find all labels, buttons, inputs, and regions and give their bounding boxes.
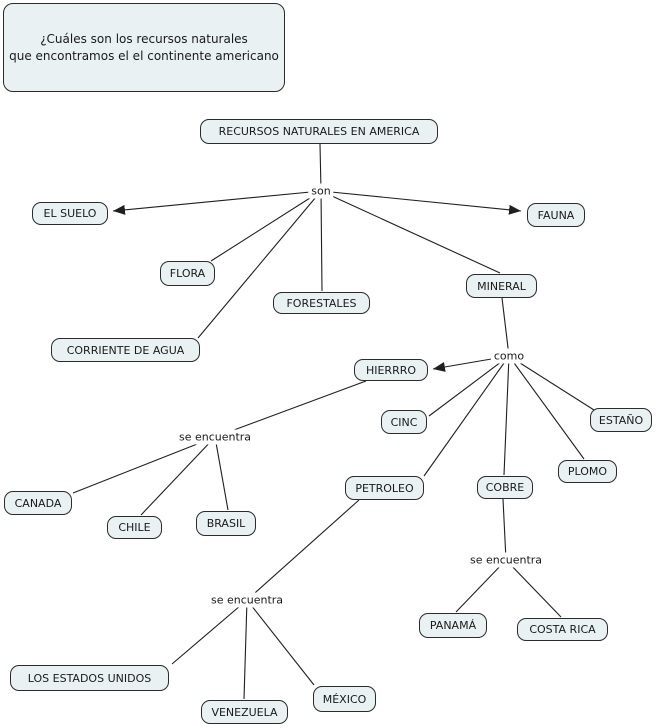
node-costa-rica[interactable]: COSTA RICA: [517, 618, 608, 641]
node-el-suelo[interactable]: EL SUELO: [32, 202, 108, 225]
node-panama[interactable]: PANAMÁ: [419, 613, 487, 638]
question-text-line1: ¿Cuáles son los recursos naturales: [40, 31, 248, 46]
edge-son-flora: [211, 191, 321, 261]
node-estano[interactable]: ESTAÑO: [590, 408, 652, 432]
edge-se3-costa-rica: [506, 560, 561, 617]
node-hierrro[interactable]: HIERRRO: [354, 359, 428, 381]
node-mineral[interactable]: MINERAL: [466, 274, 537, 298]
node-recursos-naturales-en-america[interactable]: RECURSOS NATURALES EN AMERICA: [200, 119, 438, 144]
edge-como-plomo: [509, 356, 584, 459]
node-chile[interactable]: CHILE: [107, 516, 162, 539]
edge-petroleo-se2: [247, 500, 359, 600]
node-brasil[interactable]: BRASIL: [196, 511, 256, 536]
node-canada[interactable]: CANADA: [4, 491, 72, 515]
edge-como-cinc: [429, 356, 509, 416]
node-cobre[interactable]: COBRE: [477, 476, 533, 499]
node-venezuela[interactable]: VENEZUELA: [201, 700, 288, 724]
link-label-son[interactable]: son: [308, 184, 333, 199]
edge-son-mineral: [321, 191, 500, 273]
edge-se2-venezuela: [244, 600, 247, 699]
node-plomo[interactable]: PLOMO: [558, 460, 617, 483]
link-label-se-encuentra-cobre[interactable]: se encuentra: [467, 553, 545, 568]
node-forestales[interactable]: FORESTALES: [273, 292, 370, 314]
edge-mineral-como: [502, 298, 509, 356]
edge-cobre-se3: [503, 499, 506, 560]
edge-como-estano: [509, 356, 594, 410]
edge-se1-canada: [73, 437, 215, 493]
question-text-line2: que encontramos el el continente americano: [9, 48, 279, 63]
node-flora[interactable]: FLORA: [160, 261, 215, 286]
edge-son-el-suelo: [113, 191, 321, 211]
edge-son-forestales: [321, 191, 322, 291]
node-petroleo[interactable]: PETROLEO: [345, 476, 424, 500]
link-label-se-encuentra-hierro[interactable]: se encuentra: [176, 430, 254, 445]
edge-se1-brasil: [215, 437, 228, 510]
edge-se2-estados-unidos: [172, 600, 247, 664]
node-los-estados-unidos[interactable]: LOS ESTADOS UNIDOS: [10, 665, 169, 691]
edge-se3-panama: [456, 560, 506, 612]
edge-como-petroleo: [424, 356, 509, 476]
edge-son-fauna: [321, 191, 521, 211]
edge-son-corriente: [198, 191, 321, 338]
edge-se1-chile: [141, 437, 215, 515]
node-mexico[interactable]: MÉXICO: [313, 686, 376, 712]
node-fauna[interactable]: FAUNA: [527, 203, 585, 227]
link-label-se-encuentra-petroleo[interactable]: se encuentra: [208, 593, 286, 608]
question-box[interactable]: [3, 3, 285, 92]
edge-se2-mexico: [247, 600, 314, 685]
node-corriente-de-agua[interactable]: CORRIENTE DE AGUA: [51, 338, 200, 362]
node-cinc[interactable]: CINC: [381, 410, 427, 434]
link-label-como[interactable]: como: [491, 349, 527, 364]
edge-como-cobre: [504, 356, 509, 475]
